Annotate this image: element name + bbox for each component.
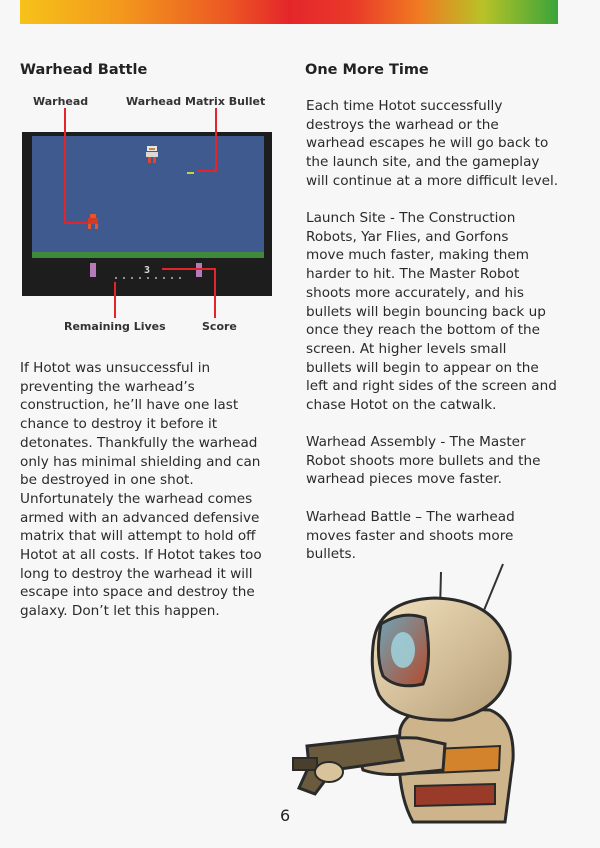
paragraph-warhead-assembly: Warhead Assembly - The Master Robot shoots more bullets and the warhead pieces move faster. bbox=[306, 434, 541, 488]
callout-warhead-matrix-bullet: Warhead Matrix Bullet bbox=[126, 95, 266, 108]
section-heading-one-more-time: One More Time bbox=[305, 62, 429, 78]
body-text-warhead-battle: If Hotot was unsuccessful in preventing the warhead’s construction, he’ll have one last chance to destroy it before it detonates. Thankfully the warhead only has minimal shielding and can be destroyed in one shot. Unfortunately the warhead comes armed with an advanced defensive matrix that will attempt to hold off Hotot at all costs. If Hotot takes too long to destroy the warhead it will escape into space and destroy the galaxy. Don’t let this happen. bbox=[20, 360, 262, 620]
callout-leader-warhead bbox=[64, 108, 66, 224]
paragraph-warhead-battle-difficulty: Warhead Battle – The warhead moves faster and shoots more bullets. bbox=[306, 509, 515, 563]
warhead-sprite-icon bbox=[87, 214, 99, 230]
callout-leader-lives bbox=[114, 282, 116, 318]
callout-score: Score bbox=[202, 320, 237, 333]
callout-leader-warhead bbox=[64, 222, 88, 224]
lives-dots bbox=[112, 277, 182, 279]
rainbow-header-bar bbox=[20, 0, 558, 24]
game-catwalk bbox=[32, 252, 264, 258]
callout-warhead: Warhead bbox=[33, 95, 89, 108]
callout-leader-bullet bbox=[198, 170, 217, 172]
page-number: 6 bbox=[280, 806, 291, 825]
hotot-robot-illustration bbox=[285, 560, 525, 830]
paragraph-launch-site: Launch Site - The Construction Robots, Yar Flies, and Gorfons move much faster, making them harder to hit. The Master Robot shoots more accurately, and his bullets will begin bouncing back up once they reach the bottom of the screen. At higher levels small bullets will begin to appear on the left and right sides of the screen and chase Hotot on the catwalk. bbox=[306, 210, 557, 414]
remaining-lives-marker bbox=[196, 263, 202, 277]
score-readout: 3 bbox=[144, 265, 152, 276]
paragraph-level-loop: Each time Hotot successfully destroys the warhead or the warhead escapes he will go back to the launch site, and the gameplay will continue at a more difficult level. bbox=[306, 98, 559, 189]
enemy-sprite-icon bbox=[144, 146, 160, 164]
remaining-lives-marker bbox=[90, 263, 96, 277]
callout-leader-score bbox=[214, 268, 216, 318]
warhead-matrix-bullet bbox=[187, 172, 194, 174]
callout-leader-bullet bbox=[215, 108, 217, 172]
callout-leader-score bbox=[162, 268, 216, 270]
callout-remaining-lives: Remaining Lives bbox=[64, 320, 166, 333]
section-heading-warhead-battle: Warhead Battle bbox=[20, 62, 148, 78]
game-screenshot bbox=[22, 132, 272, 296]
